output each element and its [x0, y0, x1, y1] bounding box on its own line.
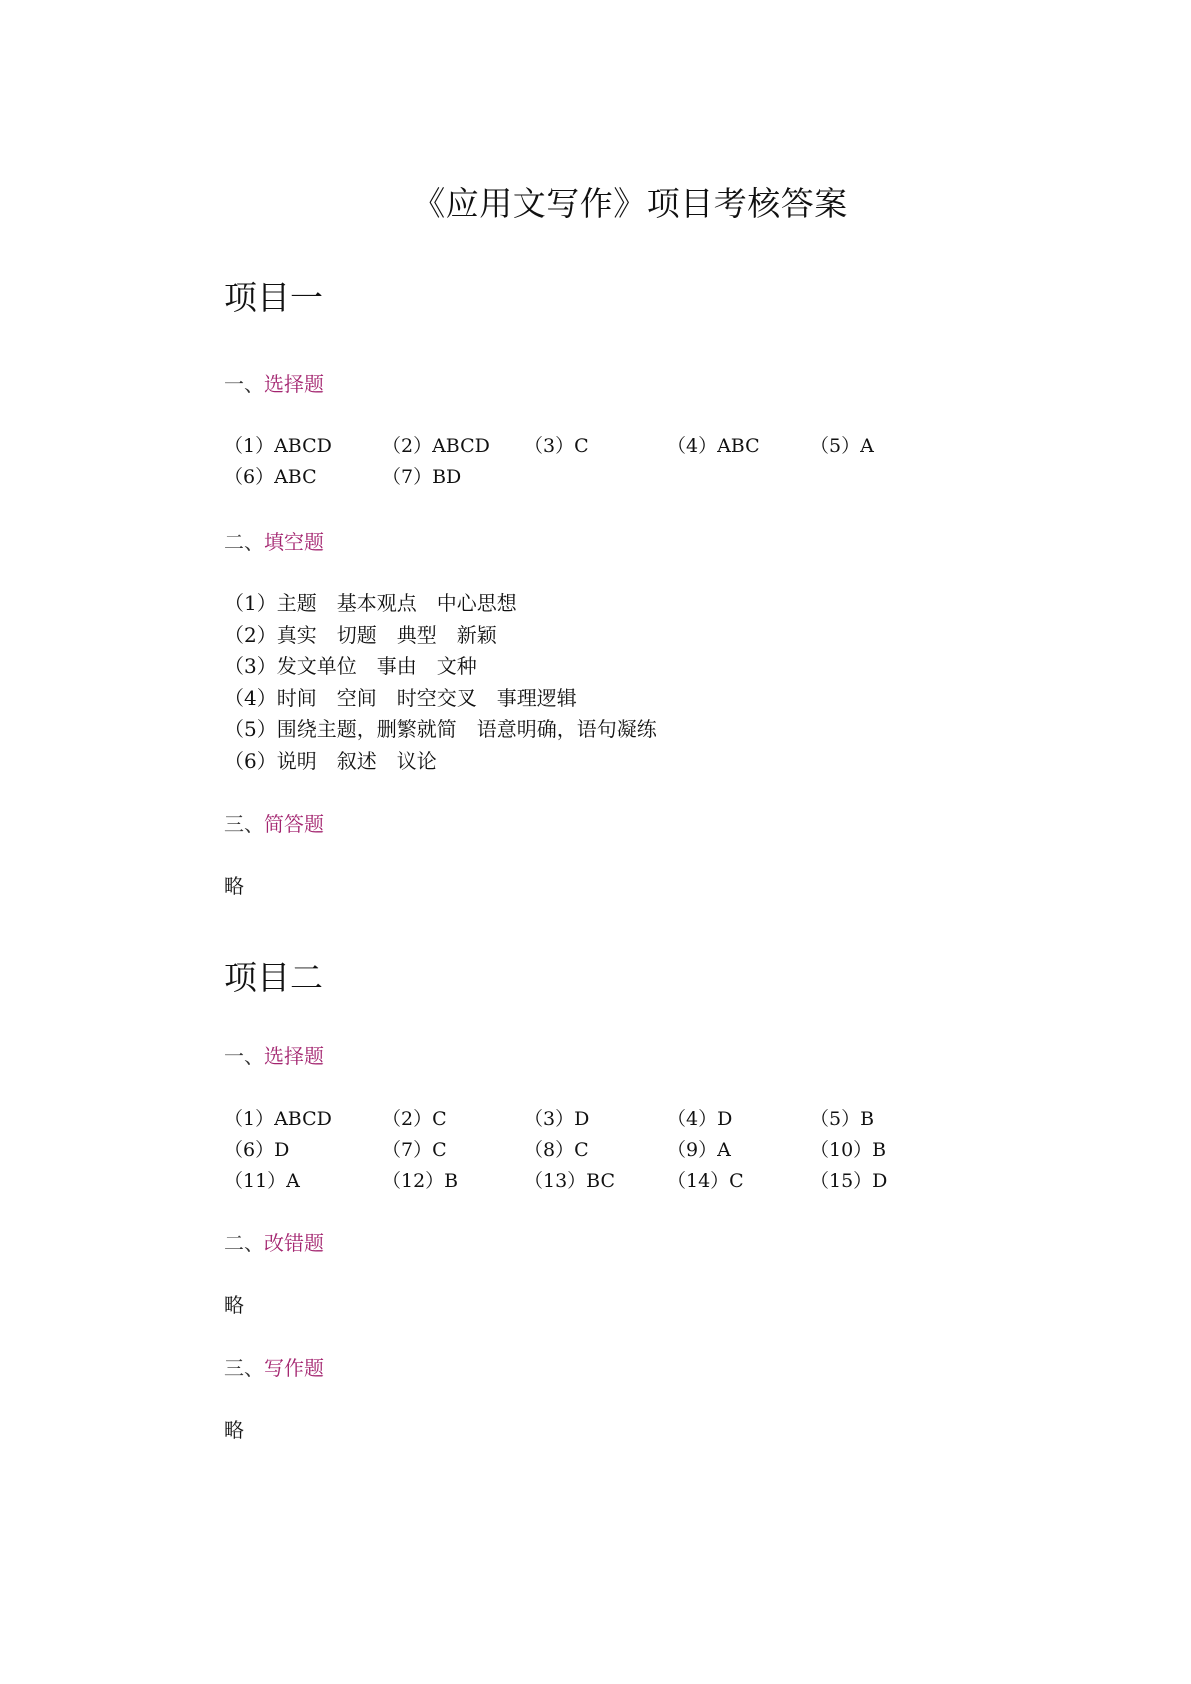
answer-cell: （15）D	[810, 1170, 888, 1192]
section-label: 写作题	[264, 1356, 324, 1380]
project2-section2-heading	[224, 1227, 324, 1256]
answer-cell: （5）A	[810, 435, 874, 457]
answer-cell: （1）ABCD	[224, 1108, 332, 1130]
project1-fill-answers	[224, 587, 657, 776]
project1-section2-heading	[224, 526, 324, 555]
project1-section1-heading	[224, 368, 324, 397]
project2-correction-answer: 略	[224, 1293, 244, 1317]
document-title: 《应用文写作》项目考核答案	[412, 184, 848, 223]
answer-cell: （2）C	[382, 1108, 447, 1130]
section-label: 填空题	[264, 530, 324, 554]
project1-section3-heading	[224, 808, 324, 837]
answer-cell: （6）ABC	[224, 466, 317, 488]
fill-answer-line: （3）发文单位 事由 文种	[224, 654, 477, 678]
fill-answer-line: （5）围绕主题，删繁就简 语意明确，语句凝练	[224, 717, 657, 741]
project2-section3-heading	[224, 1352, 324, 1381]
answer-cell: （4）ABC	[667, 435, 760, 457]
section-label: 选择题	[264, 372, 324, 396]
answer-cell: （4）D	[667, 1108, 733, 1130]
answer-cell: （3）C	[524, 435, 589, 457]
section-number: 二、	[224, 530, 264, 554]
answer-cell: （8）C	[524, 1139, 589, 1161]
project1-short-answer: 略	[224, 874, 244, 898]
answer-cell: （10）B	[810, 1139, 887, 1161]
answer-cell: （7）BD	[382, 466, 462, 488]
section-number: 三、	[224, 1356, 264, 1380]
fill-answer-line: （6）说明 叙述 议论	[224, 748, 437, 773]
answer-cell: （1）ABCD	[224, 435, 332, 457]
answer-cell: （12）B	[382, 1170, 459, 1192]
project1-heading: 项目一	[224, 278, 323, 317]
answer-cell: （3）D	[524, 1108, 590, 1130]
project2-heading: 项目二	[224, 958, 323, 997]
fill-answer-line: （4）时间 空间 时空交叉 事理逻辑	[224, 685, 577, 710]
section-number: 一、	[224, 372, 264, 396]
answer-cell: （5）B	[810, 1108, 875, 1130]
answer-cell: （13）BC	[524, 1170, 616, 1192]
answer-cell: （14）C	[667, 1170, 744, 1192]
answer-cell: （7）C	[382, 1139, 447, 1161]
section-label: 简答题	[264, 812, 324, 836]
answer-cell: （11）A	[224, 1170, 300, 1192]
answer-cell: （6）D	[224, 1139, 290, 1161]
section-label: 选择题	[264, 1044, 324, 1068]
section-number: 二、	[224, 1231, 264, 1255]
section-number: 一、	[224, 1044, 264, 1068]
section-number: 三、	[224, 812, 264, 836]
project2-section1-heading	[224, 1040, 324, 1069]
answer-cell: （2）ABCD	[382, 435, 490, 457]
project2-writing-answer: 略	[224, 1418, 244, 1442]
section-label: 改错题	[264, 1231, 324, 1255]
fill-answer-line: （1）主题 基本观点 中心思想	[224, 591, 517, 615]
answer-cell: （9）A	[667, 1139, 731, 1161]
fill-answer-line: （2）真实 切题 典型 新颖	[224, 622, 497, 647]
